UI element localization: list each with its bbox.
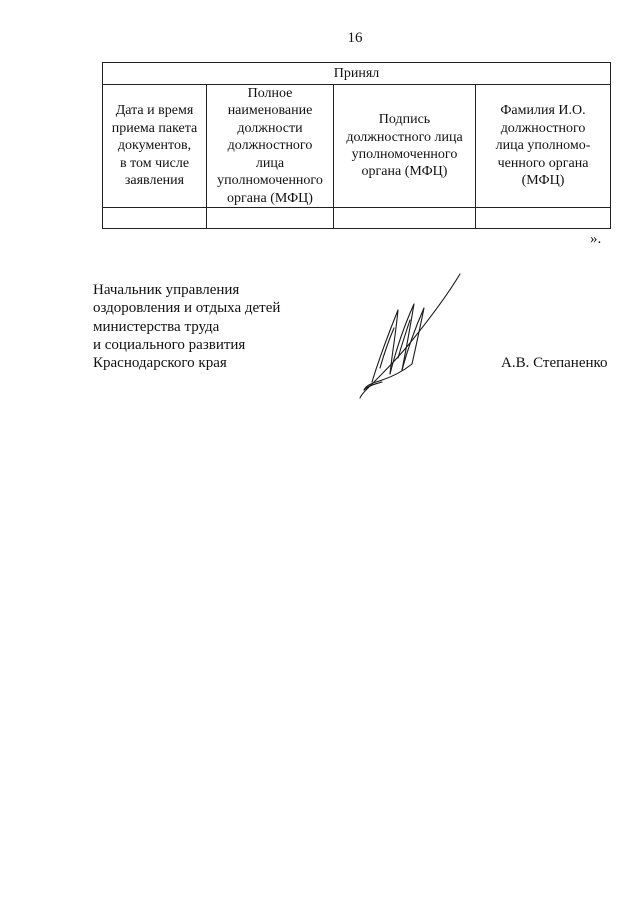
column-header-full-name — [476, 85, 611, 208]
header-line: Фамилия И.О. — [500, 103, 586, 119]
header-line: документов, — [117, 138, 192, 154]
header-line: ченного органа — [497, 155, 589, 171]
header-line: должностного — [227, 138, 313, 154]
page-number: 16 — [347, 30, 363, 46]
header-line: (МФЦ) — [521, 173, 565, 189]
header-line: лица — [255, 155, 285, 171]
position-line: Краснодарского края — [93, 355, 227, 372]
header-line: должностного — [500, 120, 586, 136]
empty-cell — [103, 208, 207, 229]
signer-name: А.В. Степаненко — [501, 355, 608, 371]
header-line: приема пакета — [111, 120, 198, 136]
receipt-table — [102, 62, 611, 229]
signer-position — [93, 281, 280, 372]
header-line: уполномоченного — [351, 147, 458, 162]
handwritten-signature — [352, 270, 470, 400]
empty-cell — [207, 208, 334, 229]
table-header-row — [103, 85, 611, 208]
header-line: органа (МФЦ) — [361, 164, 448, 180]
empty-cell — [334, 208, 476, 229]
empty-cell — [476, 208, 611, 229]
table-group-header-row — [103, 63, 611, 85]
column-header-date — [103, 85, 207, 208]
header-line: Полное — [247, 86, 293, 102]
header-line: лица уполномо- — [495, 138, 591, 154]
group-header-cell: Принял — [103, 63, 611, 85]
header-line: должности — [237, 120, 303, 136]
header-line: наименование — [227, 103, 313, 119]
header-line: Подпись — [378, 112, 431, 128]
header-line: должностного лица — [346, 129, 463, 145]
position-line: министерства труда — [93, 318, 220, 335]
header-line: уполномоченного — [217, 173, 323, 189]
header-line: Дата и время — [115, 103, 194, 119]
closing-quote: ». — [590, 231, 602, 247]
column-header-signature — [334, 85, 476, 208]
column-header-position — [207, 85, 334, 208]
position-line: оздоровления и отдыха детей — [93, 300, 281, 317]
header-line: в том числе — [119, 155, 190, 171]
position-line: Начальник управления — [93, 282, 240, 298]
position-line: и социального развития — [93, 336, 246, 353]
header-line: заявления — [124, 173, 185, 189]
header-line: органа (МФЦ) — [227, 190, 313, 206]
table-empty-row — [103, 208, 611, 229]
